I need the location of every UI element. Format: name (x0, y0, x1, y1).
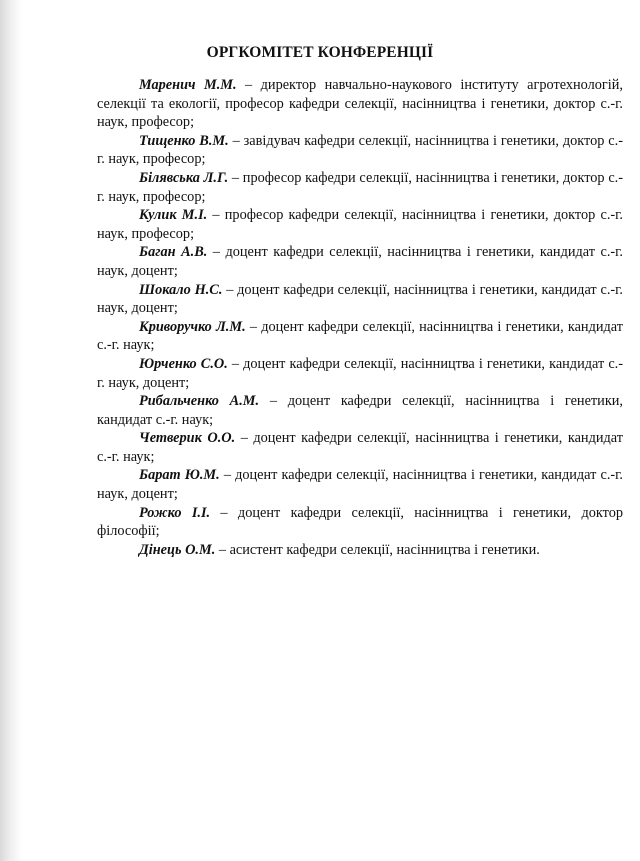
member-role: – професор кафедри селекції, насінництва і генетики, доктор с.-г. наук, професор; (97, 169, 624, 205)
member-name: Маренич М.М. (139, 77, 237, 93)
member-name: Барат Ю.М. (139, 467, 220, 484)
committee-member (97, 355, 623, 392)
committee-member (97, 281, 623, 318)
member-role: – асистент кафедри селекції, насінництва і генетики. (215, 541, 540, 558)
committee-member (97, 429, 623, 466)
member-role: – завідувач кафедри селекції, насінництва і генетики, доктор с.-г. наук, професор; (97, 132, 623, 168)
member-name: Рибальченко А.М. (139, 393, 260, 410)
committee-member (97, 466, 623, 503)
member-role: – доцент кафедри селекції, насінництва і генетики, кандидат с.-г. наук; (97, 318, 624, 354)
member-name: Рожко І.І. (139, 504, 211, 521)
committee-member (97, 132, 623, 169)
member-name: Четверик О.О. (139, 430, 236, 447)
member-name: Криворучко Л.М. (139, 318, 246, 335)
committee-member (97, 206, 623, 243)
committee-member-list (97, 76, 623, 559)
member-name: Кулик М.І. (139, 207, 208, 224)
member-name: Юрченко С.О. (139, 355, 228, 372)
member-name: Тищенко В.М. (139, 132, 229, 149)
committee-member (97, 169, 623, 206)
committee-member (97, 541, 623, 560)
member-name: Білявська Л.Г. (139, 169, 229, 186)
member-role: – професор кафедри селекції, насінництва і генетики, доктор с.-г. наук, професор; (97, 207, 623, 242)
member-role: – доцент кафедри селекції, насінництва і генетики, кандидат с.-г. наук, доцент; (97, 244, 623, 279)
member-role: – доцент кафедри селекції, насінництва і генетики, кандидат с.-г. наук, доцент; (97, 281, 623, 317)
committee-member (97, 243, 623, 280)
page-title: ОРГКОМІТЕТ КОНФЕРЕНЦІЇ (206, 44, 434, 61)
committee-member (97, 504, 623, 541)
page-edge-shadow (0, 0, 22, 861)
committee-member (97, 392, 623, 429)
committee-member (97, 318, 623, 355)
member-name: Шокало Н.С. (139, 281, 223, 298)
member-role: – доцент кафедри селекції, насінництва і генетики, кандидат с.-г. наук, доцент; (97, 355, 623, 391)
member-role: – доцент кафедри селекції, насінництва і генетики, кандидат с.-г. наук, доцент; (97, 467, 623, 503)
committee-member (97, 76, 623, 132)
member-name: Баган А.В. (139, 244, 208, 261)
member-role: – директор навчально-наукового інституту агротехнологій, селекції та екології, професор кафедри селекції, насінництва і генетики, доктор с.-г. наук, професор; (97, 77, 623, 131)
member-name: Дінець О.М. (139, 541, 216, 558)
member-role: – доцент кафедри селекції, насінництва і генетики, кандидат с.-г. наук; (97, 393, 624, 428)
member-role: – доцент кафедри селекції, насінництва і генетики, доктор філософії; (97, 504, 623, 540)
member-role: – доцент кафедри селекції, насінництва і генетики, кандидат с.-г. наук; (97, 430, 624, 465)
